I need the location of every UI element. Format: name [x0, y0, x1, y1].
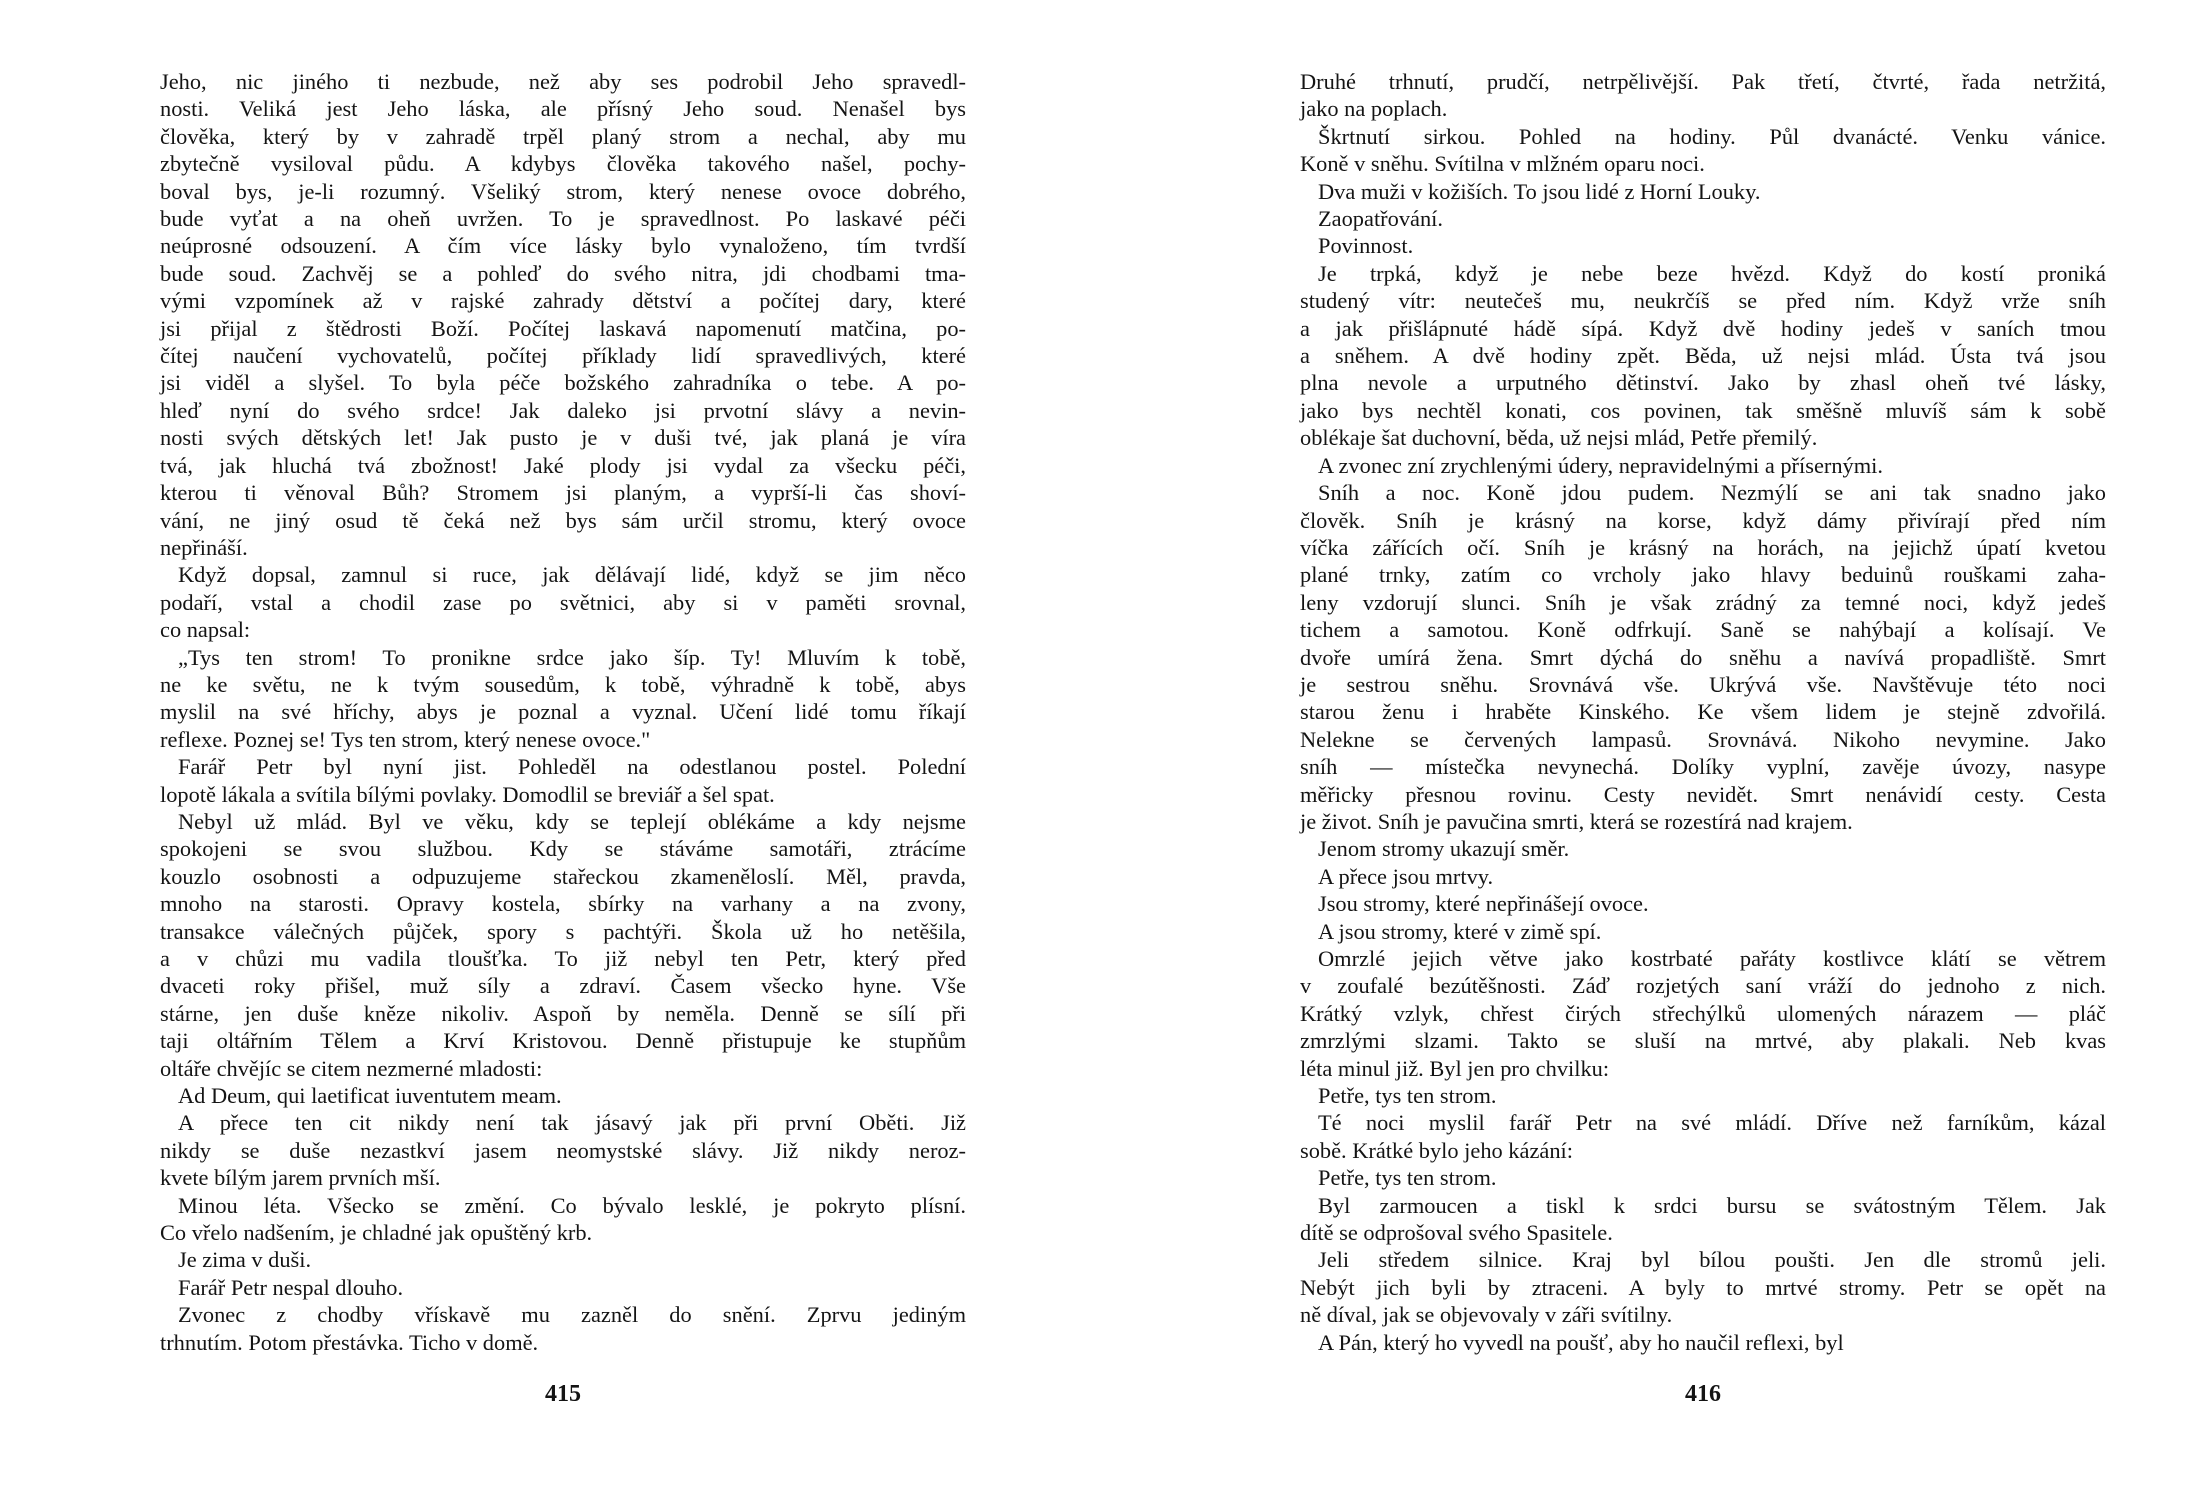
paragraph — [1300, 918, 2106, 945]
text-line: neúprosné odsouzení. A čím více lásky bylo vynaloženo, tím tvrdší — [160, 233, 966, 259]
text-line: Farář Petr byl nyní jist. Pohleděl na odestlanou postel. Polední — [178, 754, 966, 780]
text-line: je život. Sníh je pavučina smrti, která se rozestírá nad krajem. — [1300, 808, 1853, 834]
text-line: Jeho, nic jiného ti nezbude, než aby ses podrobil Jeho spravedl- — [160, 69, 966, 94]
text-line: oblékaje šat duchovní, běda, už nejsi mlád, Petře přemilý. — [1300, 425, 1818, 451]
paragraph — [1300, 1164, 2106, 1191]
text-line: a v chůzi mu vadila tloušťka. To již nebyl ten Petr, který před — [160, 946, 966, 971]
text-line: leny vzdorují slunci. Sníh je však zrádný za temné noci, když jedeš — [1300, 589, 2106, 615]
paragraph — [1300, 945, 2106, 1082]
paragraph — [1300, 890, 2106, 917]
paragraph — [1300, 452, 2106, 479]
text-line: čítej naučení vychovatelů, počítej příklady lidí spravedlivých, které — [160, 343, 966, 369]
text-line: zmrzlými slzami. Takto se sluší na mrtvé, aby plakali. Neb kvas — [1300, 1028, 2106, 1054]
paragraph — [160, 1192, 966, 1247]
text-line: nosti svých dětských let! Jak pusto je v duši tvé, jak planá je víra — [160, 425, 966, 451]
text-line: člověka, který by v zahradě trpěl planý strom a nechal, aby mu — [160, 123, 966, 149]
right-page — [1300, 68, 2106, 1407]
paragraph — [160, 561, 966, 643]
text-line: boval bys, je-li rozumný. Všeliký strom, který nenese ovoce dobrého, — [160, 178, 966, 204]
paragraph — [1300, 1082, 2106, 1109]
text-line: Jenom stromy ukazují směr. — [1318, 836, 1570, 862]
paragraph — [1300, 863, 2106, 890]
text-line: Zaopatřování. — [1318, 206, 1443, 232]
paragraph — [1300, 205, 2106, 232]
text-line: Té noci myslil farář Petr na své mládí. Dříve než farníkům, kázal — [1318, 1110, 2106, 1136]
text-line: jako bys nechtěl konati, cos povinen, tak směšně mluvíš sám k sobě — [1300, 397, 2106, 423]
text-line: studený vítr: neutečeš mu, neukrčíš se před ním. Když vrže sníh — [1300, 288, 2106, 314]
paragraph — [160, 644, 966, 754]
text-line: nikdy se duše nezastkví jasem neomystské slávy. Již nikdy neroz- — [160, 1137, 966, 1163]
paragraph — [1300, 260, 2106, 452]
text-line: myslil na své hříchy, abys je poznal a vyznal. Učení lidé tomu říkají — [160, 699, 966, 725]
text-line: „Tys ten strom! To pronikne srdce jako šíp. Ty! Mluvím k tobě, — [178, 644, 966, 670]
text-line: jsi přijal z štědrosti Boží. Počítej laskavá napomenutí matčina, po- — [160, 315, 966, 341]
text-line: sobě. Krátké bylo jeho kázání: — [1300, 1137, 1573, 1163]
text-line: Koně v sněhu. Svítilna v mlžném oparu noci. — [1300, 151, 1705, 177]
paragraph — [160, 1274, 966, 1301]
paragraph — [160, 753, 966, 808]
paragraph — [160, 68, 966, 561]
text-line: Škrtnutí sirkou. Pohled na hodiny. Půl dvanácté. Venku vánice. — [1318, 123, 2106, 149]
text-line: v zoufalé bezútěšnosti. Záď rozjetých saní vráží do jednoho z nich. — [1300, 973, 2106, 999]
text-line: mnoho na starosti. Opravy kostela, sbírky na varhany a na zvony, — [160, 891, 966, 917]
text-line: víčka zářících očí. Sníh je krásný na horách, na jejichž úpatí kvetou — [1300, 534, 2106, 560]
paragraph — [160, 1082, 966, 1109]
text-line: plna nevole a urputného dětinství. Jako by zhasl oheň tvé lásky, — [1300, 370, 2106, 396]
text-line: tvá, jak hluchá tvá zbožnost! Jaké plody jsi vydal za všecku péči, — [160, 452, 966, 478]
text-line: Omrzlé jejich větve jako kostrbaté pařáty kostlivce klátí se větrem — [1318, 946, 2106, 971]
text-line: starou ženu i hraběte Kinského. Ke všem lidem je stejně zdvořilá. — [1300, 699, 2106, 725]
text-line: bude vyťat a na oheň uvržen. To je spravedlnost. Po laskavé péči — [160, 206, 966, 232]
text-line: nosti. Veliká jest Jeho láska, ale přísný Jeho soud. Nenašel bys — [160, 96, 966, 122]
paragraph — [1300, 835, 2106, 862]
text-line: reflexe. Poznej se! Tys ten strom, který nenese ovoce." — [160, 726, 651, 752]
text-line: a jak přišlápnuté hádě sípá. Když dvě hodiny jedeš v saních tmou — [1300, 315, 2106, 341]
text-line: dvaceti roky přišel, muž síly a zdraví. Časem všecko hyne. Vše — [160, 973, 966, 999]
text-line: Je zima v duši. — [178, 1247, 312, 1273]
text-line: vání, ne jiný osud tě čeká než bys sám určil stromu, který ovoce — [160, 507, 966, 533]
text-line: trhnutím. Potom přestávka. Ticho v domě. — [160, 1329, 539, 1355]
text-line: spokojeni se svou službou. Kdy se stáváme samotáři, ztrácíme — [160, 836, 966, 862]
text-line: Petře, tys ten strom. — [1318, 1083, 1497, 1109]
text-line: ně díval, jak se objevovaly v záři svítilny. — [1300, 1302, 1673, 1328]
text-line: Dva muži v kožiších. To jsou lidé z Horní Louky. — [1318, 178, 1761, 204]
text-line: Nebyl už mlád. Byl ve věku, kdy se teplejí oblékáme a kdy nejsme — [178, 808, 966, 834]
text-line: měřicky přesnou rovinu. Cesty nevidět. Smrt nenávidí cesty. Cesta — [1300, 781, 2106, 807]
text-line: A zvonec zní zrychlenými údery, nepravidelnými a přísernými. — [1318, 452, 1883, 478]
text-line: kvete bílým jarem prvních mší. — [160, 1165, 441, 1191]
text-line: bude soud. Zachvěj se a pohleď do svého nitra, jdi chodbami tma- — [160, 260, 966, 286]
text-line: Farář Petr nespal dlouho. — [178, 1274, 404, 1300]
text-line: A přece ten cit nikdy není tak jásavý jak při první Oběti. Již — [178, 1110, 966, 1136]
text-line: vými vzpomínek až v rajské zahrady dětství a počítej dary, které — [160, 288, 966, 314]
text-line: nepřináší. — [160, 534, 248, 560]
text-line: hleď nyní do svého srdce! Jak daleko jsi prvotní slávy a nevin- — [160, 397, 966, 423]
text-line: tichem a samotou. Koně odfrkují. Saně se nahýbají a kolísají. Ve — [1300, 617, 2106, 643]
paragraph — [160, 808, 966, 1082]
text-line: Ad Deum, qui laetificat iuventutem meam. — [178, 1083, 562, 1109]
text-line: Co vřelo nadšením, je chladné jak opuštěný krb. — [160, 1220, 593, 1246]
text-line: Nelekne se červených lampasů. Srovnává. Nikoho nevymine. Jako — [1300, 726, 2106, 752]
text-line: Když dopsal, zamnul si ruce, jak dělávají lidé, když se jim něco — [178, 562, 966, 588]
left-page-text — [160, 68, 966, 1356]
text-line: Jsou stromy, které nepřinášejí ovoce. — [1318, 891, 1649, 917]
text-line: kterou ti věnoval Bůh? Stromem jsi planým, a vyprší-li čas shoví- — [160, 480, 966, 506]
text-line: dítě se odprošoval svého Spasitele. — [1300, 1220, 1613, 1246]
text-line: Povinnost. — [1318, 233, 1414, 259]
text-line: Petře, tys ten strom. — [1318, 1165, 1497, 1191]
text-line: Byl zarmoucen a tiskl k srdci bursu se svátostným Tělem. Jak — [1318, 1192, 2106, 1218]
text-line: jako na poplach. — [1300, 96, 1448, 122]
text-line: Zvonec z chodby vřískavě mu zazněl do snění. Zprvu jediným — [178, 1302, 966, 1328]
right-page-number: 416 — [1685, 1381, 1721, 1407]
text-line: Nebýt jich byli by ztraceni. A byly to mrtvé stromy. Petr se opět na — [1300, 1274, 2106, 1300]
paragraph — [1300, 1246, 2106, 1328]
text-line: Minou léta. Všecko se změní. Co bývalo lesklé, je pokryto plísní. — [178, 1192, 966, 1218]
paragraph — [1300, 68, 2106, 123]
text-line: ne ke světu, ne k tvým sousedům, k tobě, výhradně k tobě, abys — [160, 671, 966, 697]
text-line: stárne, jen duše kněze nikoliv. Aspoň by neměla. Denně se sílí při — [160, 1000, 966, 1026]
text-line: Krátký vzlyk, chřest čirých střechýlků ulomených nárazem — pláč — [1300, 1000, 2106, 1026]
text-line: kouzlo osobnosti a odpuzujeme stařeckou zkameněloslí. Měl, pravda, — [160, 863, 966, 889]
text-line: taji oltářním Tělem a Krví Kristovou. Denně přistupuje ke stupňům — [160, 1028, 966, 1054]
text-line: člověk. Sníh je krásný na korse, když dámy přivírají před ním — [1300, 507, 2106, 533]
paragraph — [1300, 232, 2106, 259]
text-line: sníh — místečka nevynechá. Dolíky vyplní, zavěje úvozy, nasype — [1300, 754, 2106, 780]
text-line: A jsou stromy, které v zimě spí. — [1318, 918, 1602, 944]
text-line: plané trnky, zatím co vrcholy jako hlavy beduinů rouškami zaha- — [1300, 562, 2106, 588]
paragraph — [1300, 178, 2106, 205]
text-line: Jeli středem silnice. Kraj byl bílou poušti. Jen dle stromů jeli. — [1318, 1247, 2106, 1273]
text-line: Druhé trhnutí, prudčí, netrpělivější. Pak třetí, čtvrté, řada netržitá, — [1300, 69, 2106, 94]
text-line: Je trpká, když je nebe beze hvězd. Když do kostí proniká — [1318, 260, 2106, 286]
paragraph — [1300, 1109, 2106, 1164]
paragraph — [160, 1301, 966, 1356]
left-page-number: 415 — [545, 1381, 581, 1407]
text-line: co napsal: — [160, 617, 251, 643]
right-page-text — [1300, 68, 2106, 1356]
paragraph — [1300, 1192, 2106, 1247]
text-line: dvoře umírá žena. Smrt dýchá do sněhu a navívá propadliště. Smrt — [1300, 644, 2106, 670]
text-line: zbytečně vysiloval půdu. A kdybys člověka takového našel, pochy- — [160, 151, 966, 177]
text-line: Sníh a noc. Koně jdou pudem. Nezmýlí se ani tak snadno jako — [1318, 480, 2106, 506]
text-line: je sestrou sněhu. Srovnává vše. Ukrývá vše. Navštěvuje této noci — [1300, 671, 2106, 697]
text-line: léta minul již. Byl jen pro chvilku: — [1300, 1055, 1610, 1081]
text-line: podaří, vstal a chodil zase po světnici, aby si v paměti srovnal, — [160, 589, 966, 615]
paragraph — [1300, 1329, 2106, 1356]
text-line: transakce válečných půjček, spory s pachtýři. Škola už ho netěšila, — [160, 918, 966, 944]
paragraph — [1300, 479, 2106, 835]
text-line: A Pán, který ho vyvedl na poušť, aby ho naučil reflexi, byl — [1318, 1329, 1844, 1355]
text-line: A přece jsou mrtvy. — [1318, 863, 1494, 889]
text-line: a sněhem. A dvě hodiny zpět. Běda, už nejsi mlád. Ústa tvá jsou — [1300, 343, 2106, 369]
paragraph — [160, 1109, 966, 1191]
text-line: jsi viděl a slyšel. To byla péče božského zahradníka o tebe. A po- — [160, 370, 966, 396]
text-line: oltáře chvějíc se citem nezmerné mladosti: — [160, 1055, 543, 1081]
paragraph — [1300, 123, 2106, 178]
text-line: lopotě lákala a svítila bílými povlaky. Domodlil se breviář a šel spat. — [160, 781, 775, 807]
left-page — [160, 68, 966, 1407]
paragraph — [160, 1246, 966, 1273]
